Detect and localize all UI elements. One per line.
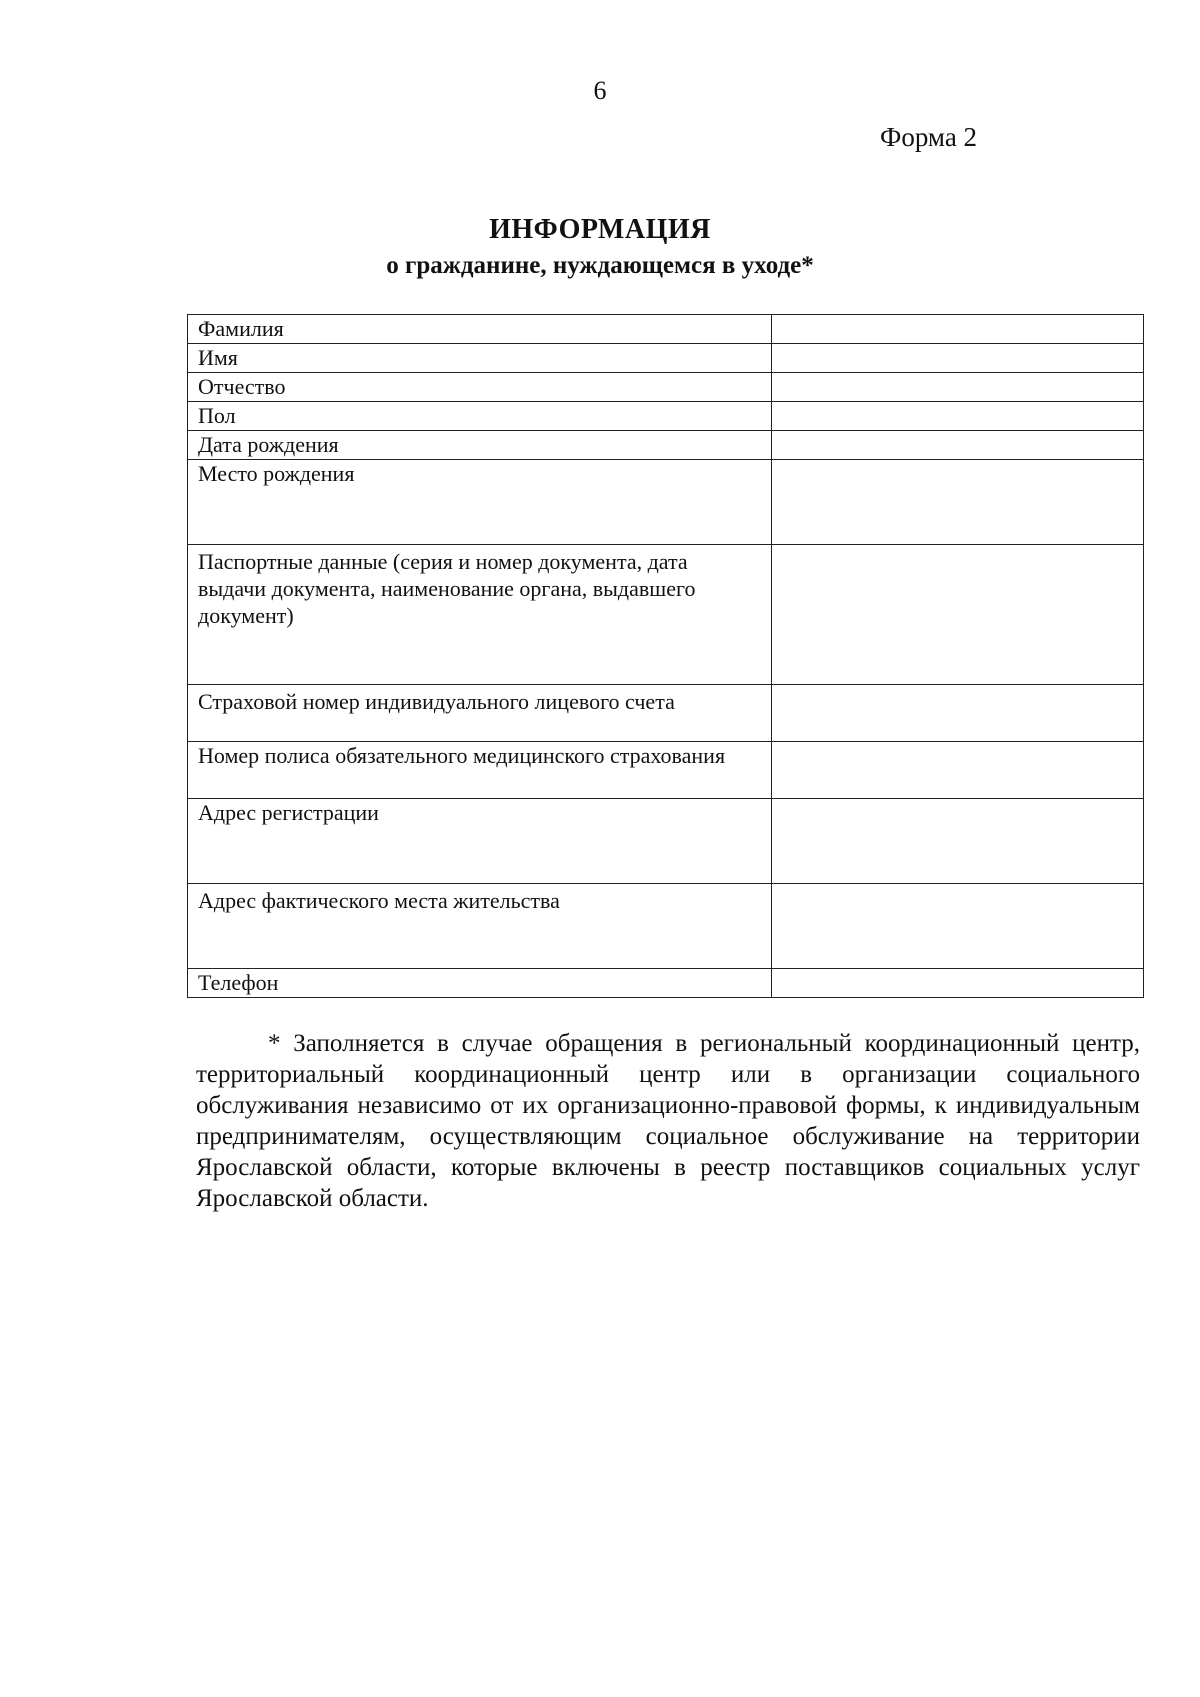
field-label-patronymic: Отчество <box>188 373 772 402</box>
table-row <box>188 373 1144 402</box>
table-row <box>188 460 1144 545</box>
field-label-actual-address: Адрес фактического места жительства <box>188 884 772 969</box>
field-label-birth-place: Место рождения <box>188 460 772 545</box>
table-row <box>188 799 1144 884</box>
table-row <box>188 431 1144 460</box>
field-label-passport: Паспортные данные (серия и номер документа, дата выдачи документа, наименование органа, выдавшего документ) <box>188 545 772 685</box>
field-value-birth-place[interactable] <box>772 460 1144 545</box>
field-label-oms-policy: Номер полиса обязательного медицинского страхования <box>188 742 772 799</box>
table-row <box>188 742 1144 799</box>
field-value-patronymic[interactable] <box>772 373 1144 402</box>
field-value-snils[interactable] <box>772 685 1144 742</box>
table-row <box>188 969 1144 998</box>
citizen-info-table <box>187 314 1144 998</box>
table-row <box>188 315 1144 344</box>
table-row <box>188 402 1144 431</box>
field-value-actual-address[interactable] <box>772 884 1144 969</box>
field-label-name: Имя <box>188 344 772 373</box>
field-value-sex[interactable] <box>772 402 1144 431</box>
field-value-birth-date[interactable] <box>772 431 1144 460</box>
form-label: Форма 2 <box>880 122 978 152</box>
table-row <box>188 344 1144 373</box>
document-subtitle: о гражданине, нуждающемся в уходе* <box>386 252 814 279</box>
field-value-name[interactable] <box>772 344 1144 373</box>
field-label-snils: Страховой номер индивидуального лицевого счета <box>188 685 772 742</box>
document-title: ИНФОРМАЦИЯ <box>489 214 711 245</box>
field-value-passport[interactable] <box>772 545 1144 685</box>
table-row <box>188 884 1144 969</box>
field-value-registration-address[interactable] <box>772 799 1144 884</box>
field-value-surname[interactable] <box>772 315 1144 344</box>
field-label-birth-date: Дата рождения <box>188 431 772 460</box>
field-label-sex: Пол <box>188 402 772 431</box>
field-label-phone: Телефон <box>188 969 772 998</box>
field-label-surname: Фамилия <box>188 315 772 344</box>
footnote: * Заполняется в случае обращения в региональный координационный центр, территориальный координационный центр или в организации социального обслуживания независимо от их организационно-правовой формы, к индивидуальным предпринимателям, осуществляющим социальное обслуживание на территории Ярославской области, которые включены в реестр поставщиков социальных услуг Ярославской области. <box>196 1030 1140 1212</box>
table-row <box>188 545 1144 685</box>
table-row <box>188 685 1144 742</box>
field-value-oms-policy[interactable] <box>772 742 1144 799</box>
field-label-registration-address: Адрес регистрации <box>188 799 772 884</box>
field-value-phone[interactable] <box>772 969 1144 998</box>
page-number: 6 <box>593 76 607 105</box>
